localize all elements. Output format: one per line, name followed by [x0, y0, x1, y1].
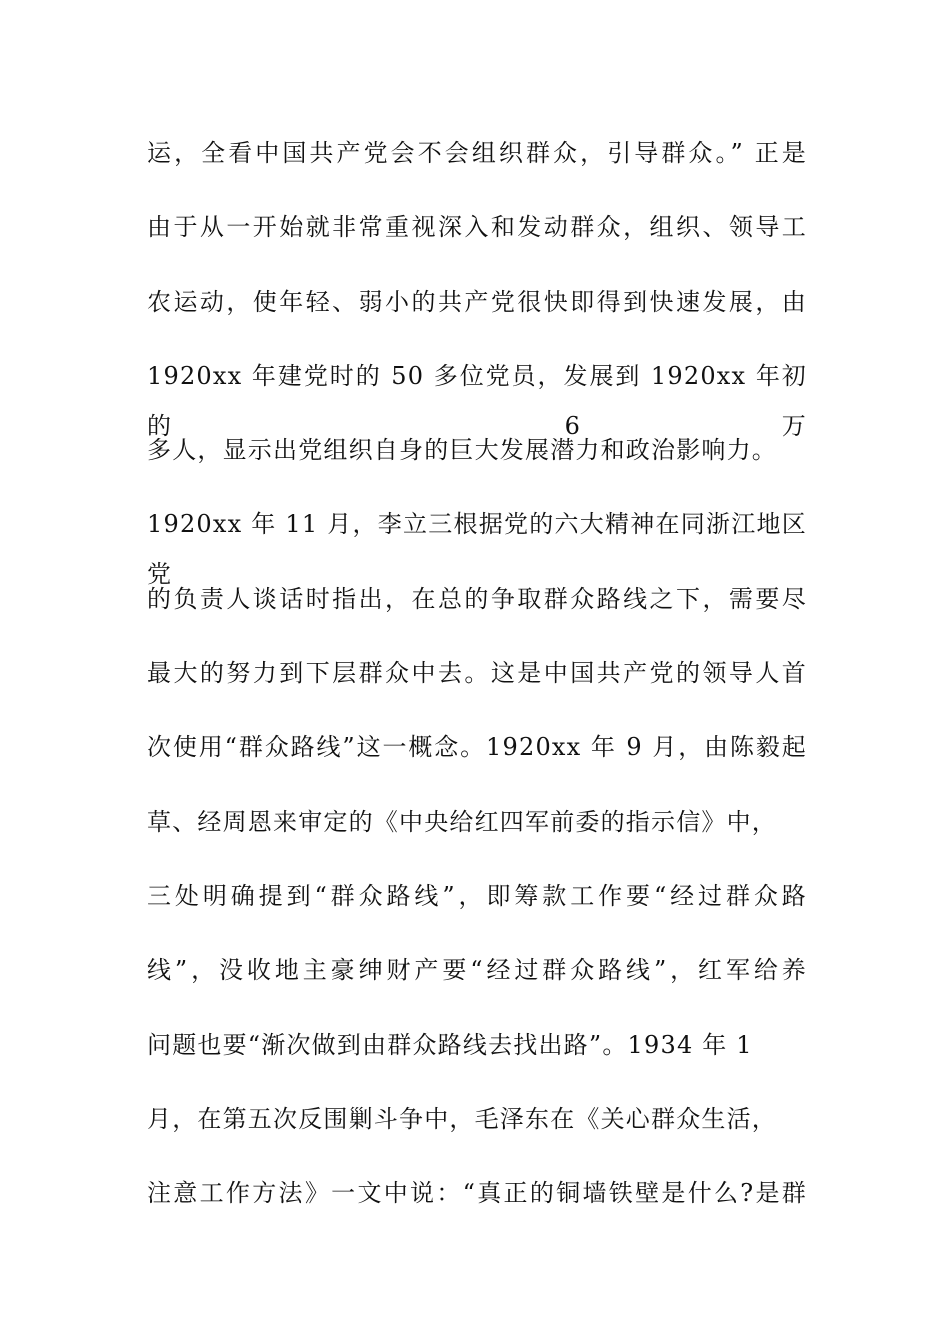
text-line-7: 的负责人谈话时指出，在总的争取群众路线之下，需要尽: [147, 584, 807, 613]
text-line-9: 次使用“群众路线”这一概念。1920xx 年 9 月，由陈毅起: [147, 733, 807, 762]
text-line-4: 1920xx 年建党时的 50 多位党员，发展到 1920xx 年初的 6 万: [147, 361, 807, 440]
text-line-14: 月，在第五次反围剿斗争中，毛泽东在《关心群众生活，: [147, 1104, 777, 1133]
text-line-1: 运，全看中国共产党会不会组织群众，引导群众。” 正是: [147, 139, 807, 167]
text-line-2: 由于从一开始就非常重视深入和发动群众，组织、领导工: [147, 213, 807, 242]
text-line-3: 农运动，使年轻、弱小的共产党很快即得到快速发展，由: [147, 287, 807, 316]
text-line-5: 多人，显示出党组织自身的巨大发展潜力和政治影响力。: [147, 436, 777, 465]
text-line-13: 问题也要“渐次做到由群众路线去找出路”。1934 年 1: [147, 1030, 753, 1059]
text-line-12: 线”，没收地主豪绅财产要“经过群众路线”，红军给养: [147, 956, 807, 985]
text-line-10: 草、经周恩来审定的《中央给红四军前委的指示信》中，: [147, 807, 777, 836]
text-line-11: 三处明确提到“群众路线”，即筹款工作要“经过群众路: [147, 881, 807, 910]
text-line-8: 最大的努力到下层群众中去。这是中国共产党的领导人首: [147, 659, 807, 688]
text-line-15: 注意工作方法》一文中说：“真正的铜墙铁壁是什么?是群: [147, 1179, 807, 1208]
body-text: [147, 128, 807, 1242]
text-line-6: 1920xx 年 11 月，李立三根据党的六大精神在同浙江地区党: [147, 510, 807, 589]
